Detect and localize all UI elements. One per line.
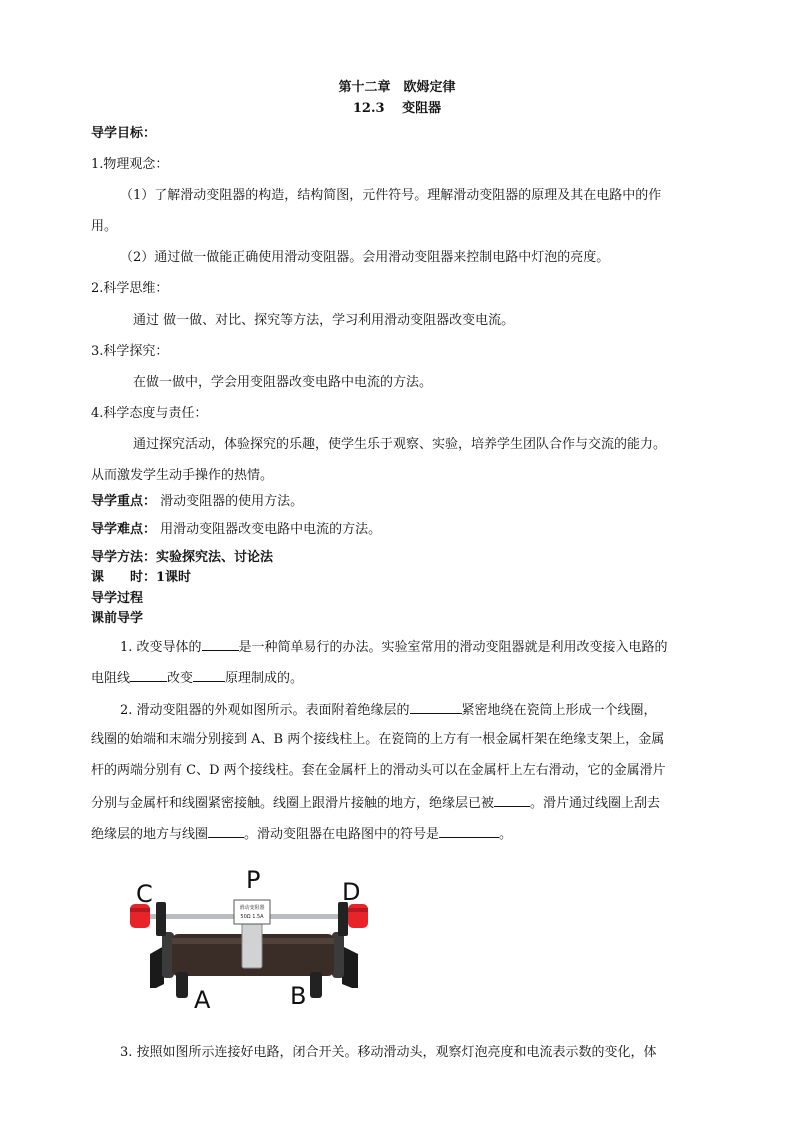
q2-blank-3[interactable] <box>208 825 244 838</box>
q2-line-5-part-a: 绝缘层的地方与线圈 <box>91 827 209 842</box>
q1-part-e: 原理制成的。 <box>225 671 304 686</box>
question-2-line-3: 杆的两端分别有 C、D 两个接线柱。套在金属杆上的滑动头可以在金属杆上左右滑动，它的金属滑片 <box>91 763 666 778</box>
objective-4-title: 4.科学态度与责任： <box>91 406 208 421</box>
objective-3-text: 在做一做中，学会用变阻器改变电路中电流的方法。 <box>133 375 433 390</box>
q1-blank-2[interactable] <box>130 669 167 682</box>
q2-part-b: 紧密地绕在瓷筒上形成一个线圈， <box>461 703 657 718</box>
section-title: 12.3 变阻器 <box>352 101 442 116</box>
objective-1-item-2: （2）通过做一做能正确使用滑动变阻器。会用滑动变阻器来控制电路中灯泡的亮度。 <box>120 250 610 265</box>
q2-line-5-part-c: 。 <box>499 827 513 842</box>
objective-4-line-2: 从而激发学生动手操作的热情。 <box>91 468 274 483</box>
question-2-line-5 <box>91 825 512 843</box>
question-3-line-1: 3. 按照如图所示连接好电路，闭合开关。移动滑动头，观察灯泡亮度和电流表示数的变化，体 <box>120 1045 657 1060</box>
terminal-d-knob[interactable] <box>348 904 368 928</box>
objective-2-text: 通过 做一做、对比、探究等方法，学习利用滑动变阻器改变电流。 <box>133 313 515 328</box>
q1-part-a: 1. 改变导体的 <box>120 640 202 655</box>
objective-1-item-1-line-1: （1）了解滑动变阻器的构造，结构简图，元件符号。理解滑动变阻器的原理及其在电路中的作 <box>120 188 662 203</box>
q2-blank-2[interactable] <box>494 794 530 807</box>
focus-text: 滑动变阻器的使用方法。 <box>156 494 304 509</box>
difficulty-row <box>91 522 381 538</box>
nameplate-line-2: 50Ω 1.5A <box>240 914 264 920</box>
focus-row <box>91 494 303 510</box>
chapter-title: 第十二章 欧姆定律 <box>338 80 456 95</box>
question-2-line-4 <box>91 794 660 812</box>
nameplate-line-1: 滑动变阻器 <box>239 905 265 911</box>
hours-row: 课 时：1课时 <box>91 570 192 585</box>
q1-part-d: 改变 <box>167 671 194 686</box>
method-row: 导学方法：实验探究法、讨论法 <box>91 550 274 565</box>
label-d: D <box>342 878 361 906</box>
terminal-a-screw[interactable] <box>176 972 188 998</box>
terminal-c-ridge <box>130 908 150 912</box>
q1-blank-3[interactable] <box>193 669 225 682</box>
difficulty-label: 导学难点： <box>91 522 157 537</box>
label-b: B <box>290 982 307 1010</box>
label-p: P <box>246 866 261 894</box>
q2-part-a: 2. 滑动变阻器的外观如图所示。表面附着绝缘层的 <box>120 703 410 718</box>
left-bracket <box>150 946 164 988</box>
pre-study-heading: 课前导学 <box>91 611 144 626</box>
right-bracket <box>342 946 358 988</box>
q2-blank-1[interactable] <box>410 701 462 714</box>
left-post <box>156 902 166 936</box>
label-a: A <box>194 986 211 1014</box>
terminal-b-screw[interactable] <box>310 972 322 998</box>
q2-line-5-part-b: 。滑动变阻器在电路图中的符号是 <box>244 827 440 842</box>
process-heading: 导学过程 <box>91 591 144 606</box>
question-2-line-2: 线圈的始端和末端分别接到 A、B 两个接线柱上。在瓷筒的上方有一根金属杆架在绝缘支架上，金属 <box>91 732 665 747</box>
objective-4-line-1: 通过探究活动，体验探究的乐趣，使学生乐于观察、实验，培养学生团队合作与交流的能力。 <box>133 437 667 452</box>
q2-line-4-part-b: 。滑片通过线圈上刮去 <box>530 796 661 811</box>
objective-2-title: 2.科学思维： <box>91 281 169 296</box>
q1-blank-1[interactable] <box>202 638 239 651</box>
question-1-line-1 <box>120 638 668 656</box>
nameplate <box>234 900 270 924</box>
label-c: C <box>136 880 153 908</box>
right-post <box>338 902 348 936</box>
terminal-d-ridge <box>348 908 368 912</box>
q2-blank-4[interactable] <box>439 825 499 838</box>
objective-1-title: 1.物理观念： <box>91 157 169 172</box>
q1-part-b: 是一种简单易行的办法。实验室常用的滑动变阻器就是利用改变接入电路的 <box>238 640 668 655</box>
slider-clip[interactable] <box>242 918 262 968</box>
question-2-line-1 <box>120 701 657 719</box>
objective-1-item-1-line-2: 用。 <box>91 219 118 234</box>
q1-part-c: 电阻线 <box>91 671 131 686</box>
objective-3-title: 3.科学探究： <box>91 344 169 359</box>
question-1-line-2 <box>91 669 303 687</box>
focus-label: 导学重点： <box>91 494 157 509</box>
q2-line-4-part-a: 分别与金属杆和线圈紧密接触。线圈上跟滑片接触的地方，绝缘层已被 <box>91 796 495 811</box>
difficulty-text: 用滑动变阻器改变电路中电流的方法。 <box>156 522 382 537</box>
objectives-heading: 导学目标： <box>91 126 157 141</box>
sliding-rheostat-figure <box>126 862 378 1014</box>
